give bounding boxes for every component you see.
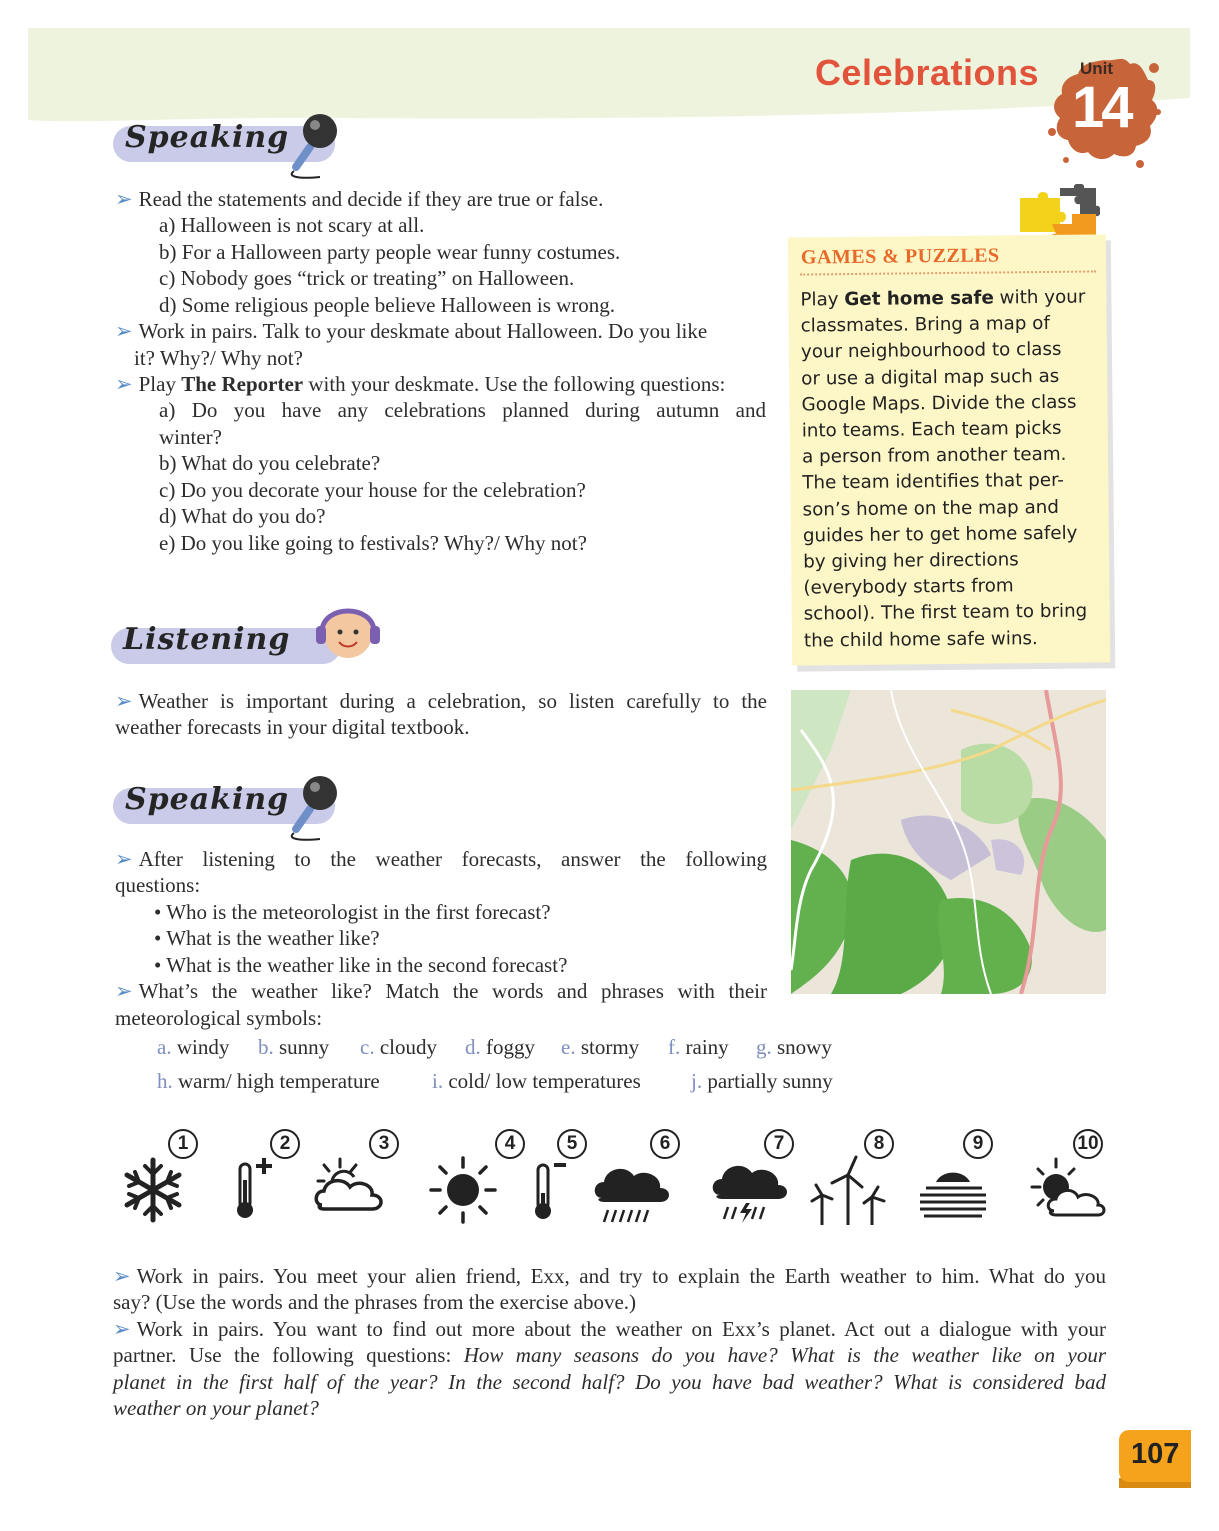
task-match-cont: meteorological symbols: [115,1006,323,1030]
statement: b) For a Halloween party people wear funny costumes. [159,240,621,264]
rain-cloud-icon [590,1158,670,1228]
arrow-icon: ➢ [115,372,133,396]
microphone-icon [280,767,350,847]
question-cont: winter? [159,425,222,449]
microphone-icon [280,105,350,185]
symbol-number: 6 [650,1129,680,1159]
symbol-number: 10 [1073,1129,1103,1159]
arrow-icon: ➢ [115,187,133,211]
task-halloween-talk-cont: it? Why?/ Why not? [134,346,303,370]
listening-heading: Listening [111,620,371,664]
games-line: (everybody starts from [803,575,1014,599]
games-line: school). The first team to bring [803,600,1088,625]
task-alien-friend: ➢ Work in pairs. You meet your alien friend, Exx, and try to explain the Earth weather to him. What do you [113,1264,1106,1288]
symbol-number: 8 [864,1129,894,1159]
fog-icon [912,1158,992,1228]
task-after-listening: ➢ After listening to the weather forecasts, answer the following [115,847,767,871]
arrow-icon: ➢ [115,979,133,1003]
option-item: h. warm/ high temperature [157,1069,380,1093]
speaking-heading-2: Speaking [113,780,353,824]
cloud-sun-icon [310,1155,390,1225]
option-item: g. snowy [756,1035,832,1059]
speaking-heading: Speaking [113,118,353,162]
symbol-number: 2 [270,1129,300,1159]
games-line: Play Get home safe with your [800,286,1086,311]
option-item: d. foggy [465,1035,535,1059]
arrow-icon: ➢ [115,319,133,343]
games-line: The team identifies that per- [802,470,1065,494]
task-after-listening-cont: questions: [115,873,201,897]
symbol-number: 7 [764,1129,794,1159]
arrow-icon: ➢ [113,1317,131,1341]
arrow-icon: ➢ [115,847,133,871]
games-puzzles-box [788,234,1110,665]
games-title: GAMES & PUZZLES [800,244,1000,269]
unit-title: Celebrations [814,52,1039,93]
headphones-face-icon [312,596,384,668]
task-halloween-talk: ➢ Work in pairs. Talk to your deskmate about Halloween. Do you like [115,319,708,343]
statement: d) Some religious people believe Halloween is wrong. [159,293,616,317]
unit-number: 14 [1072,75,1131,140]
listening-task-cont: weather forecasts in your digital textbook. [115,715,470,739]
arrow-icon: ➢ [115,689,133,713]
question: e) Do you like going to festivals? Why?/ Why not? [159,531,587,555]
sun-icon [425,1155,505,1225]
symbol-number: 3 [369,1129,399,1159]
symbol-number: 5 [557,1129,587,1159]
storm-cloud-icon [708,1155,788,1225]
listening-task: ➢ Weather is important during a celebration, so listen carefully to the [115,689,767,713]
task-match: ➢ What’s the weather like? Match the words and phrases with their [115,979,767,1003]
option-item: c. cloudy [360,1035,437,1059]
neighbourhood-map [791,690,1106,994]
symbol-number: 4 [495,1129,525,1159]
option-item: e. stormy [561,1035,640,1059]
thermometer-plus-icon [222,1150,302,1220]
bullet-question: • Who is the meteorologist in the first forecast? [154,900,551,924]
games-line: the child home safe wins. [803,627,1038,652]
games-line: your neighbourhood to class [800,339,1062,363]
games-line: into teams. Each team picks [801,417,1062,442]
option-item: a. windy [157,1035,230,1059]
games-line: son’s home on the map and [802,496,1060,521]
arrow-icon: ➢ [113,1264,131,1288]
option-item: i. cold/ low temperatures [432,1069,641,1093]
option-item: f. rainy [668,1035,729,1059]
page-number: 107 [1131,1438,1180,1470]
question: c) Do you decorate your house for the celebration? [159,478,586,502]
thermometer-minus-icon [520,1155,600,1225]
games-line: or use a digital map such as [801,365,1060,390]
option-item: j. partially sunny [691,1069,833,1093]
question: b) What do you celebrate? [159,451,381,475]
question: a) Do you have any celebrations planned during autumn and [159,398,766,422]
question: d) What do you do? [159,504,326,528]
option-item: b. sunny [258,1035,330,1059]
symbol-number: 9 [963,1129,993,1159]
task-exx-planet-cont: planet in the first half of the year? In the second half? Do you have bad weather? What is considered bad [113,1370,1106,1394]
games-line: a person from another team. [801,443,1067,468]
games-body [800,284,1104,654]
statement: c) Nobody goes “trick or treating” on Halloween. [159,266,575,290]
games-line: classmates. Bring a map of [800,313,1050,337]
unit-label: Unit [1080,59,1114,78]
snowflake-icon [115,1155,195,1225]
task-alien-friend-cont: say? (Use the words and the phrases from the exercise above.) [113,1290,637,1314]
task-exx-planet-cont: partner. Use the following questions: How many seasons do you have? What is the weather like on your [113,1343,1106,1367]
task-read-statements: ➢ Read the statements and decide if they are true or false. [115,187,604,211]
partial-sun-icon [1028,1155,1108,1225]
task-exx-planet: ➢ Work in pairs. You want to find out more about the weather on Exx’s planet. Act out a dialogue with your [113,1317,1106,1341]
games-line: by giving her directions [803,549,1019,573]
page-number-tab [1119,1430,1191,1482]
task-exx-planet-cont: weather on your planet? [113,1396,319,1420]
statement: a) Halloween is not scary at all. [159,213,425,237]
games-line: guides her to get home safely [802,522,1078,547]
task-reporter: ➢ Play The Reporter with your deskmate. Use the following questions: [115,372,726,396]
games-divider [800,270,1096,275]
bullet-question: • What is the weather like? [154,926,380,950]
wind-turbine-icon [808,1155,888,1225]
games-line: Google Maps. Divide the class [801,391,1077,416]
bullet-question: • What is the weather like in the second forecast? [154,953,568,977]
symbol-number: 1 [168,1129,198,1159]
